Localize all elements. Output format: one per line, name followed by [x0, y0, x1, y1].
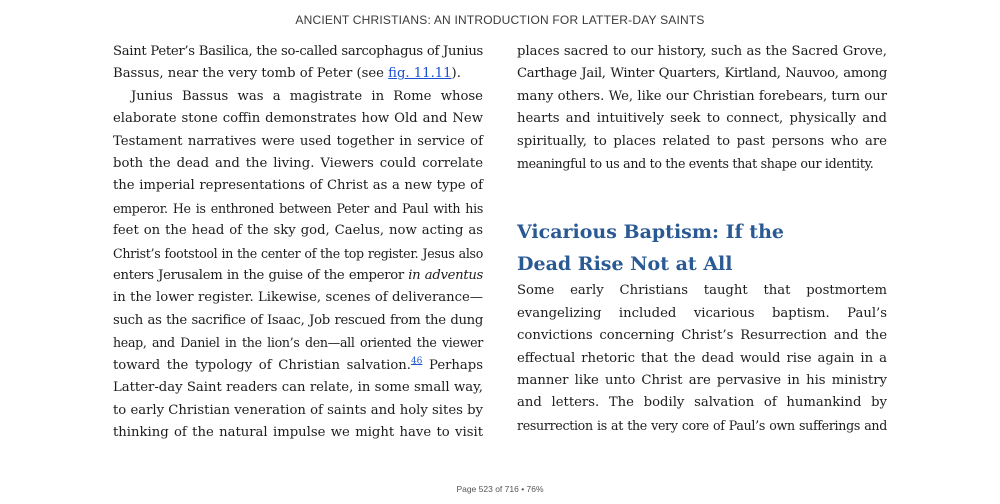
text-line: both the dead and the living. Viewers could correlate: [113, 156, 483, 172]
text-fragment: ).: [451, 66, 461, 82]
text-line: meaningful to us and to the events that shape our identity.: [517, 156, 874, 172]
text-line: many others. We, like our Christian forebears, turn our: [517, 88, 887, 104]
text-line: in the lower register. Likewise, scenes of deliverance—: [113, 290, 483, 306]
paragraph: [113, 86, 483, 445]
text-line: evangelizing included vicarious baptism. Paul’s: [517, 305, 887, 321]
text-line: and letters. The bodily salvation of humankind by: [517, 395, 887, 411]
text-line: hearts and intuitively seek to connect, physically and: [517, 111, 887, 127]
text-line: Some early Christians taught that postmortem: [517, 283, 887, 299]
text-line: [113, 265, 483, 287]
page-indicator: Page 523 of 716 • 76%: [456, 484, 544, 494]
heading-line: Vicarious Baptism: If the: [517, 221, 784, 244]
text-line: Saint Peter’s Basilica, the so-called sarcophagus of Junius: [113, 44, 483, 59]
text-line: places sacred to our history, such as the Sacred Grove,: [517, 44, 887, 59]
italic-phrase: in adventus: [408, 268, 484, 284]
text-line: spiritually, to places related to past persons who are: [517, 133, 887, 149]
text-line: heap, and Daniel in the lion’s den—all oriented the viewer: [113, 335, 483, 351]
text-line: the imperial representations of Christ as a new type of: [113, 178, 483, 194]
right-column: [517, 41, 887, 437]
paragraph: [517, 41, 887, 175]
text-line: [113, 355, 483, 377]
text-line: effectual rhetoric that the dead would rise again in a: [517, 350, 887, 366]
text-line: to early Christian veneration of saints and holy sites by: [113, 402, 483, 418]
section-heading: [517, 216, 887, 280]
text-fragment: toward the typology of Christian salvation.: [113, 357, 411, 373]
text-fragment: Perhaps: [422, 357, 483, 373]
text-line: [113, 63, 483, 85]
text-line: convictions concerning Christ’s Resurrection and the: [517, 328, 887, 344]
paragraph: [113, 41, 483, 86]
text-line: elaborate stone coffin demonstrates how Old and New: [113, 111, 483, 127]
text-line: Testament narratives were used together in service of: [113, 133, 483, 149]
text-fragment: Bassus, near the very tomb of Peter (see: [113, 66, 389, 82]
section-spacer: [517, 175, 887, 216]
text-line: Junius Bassus was a magistrate in Rome whose: [131, 88, 483, 104]
text-line: such as the sacrifice of Isaac, Job rescued from the dung: [113, 312, 483, 328]
text-line: Christ’s footstool in the center of the top register. Jesus also: [113, 245, 483, 261]
text-line: feet on the head of the sky god, Caelus, now acting as: [113, 223, 483, 239]
text-line: Carthage Jail, Winter Quarters, Kirtland, Nauvoo, among: [517, 66, 887, 82]
figure-link[interactable]: fig. 11.11: [388, 66, 452, 82]
text-line: resurrection is at the very core of Paul’s own sufferings and: [517, 417, 887, 433]
text-line: emperor. He is enthroned between Peter and Paul with his: [113, 200, 483, 216]
text-line: manner like unto Christ are pervasive in his ministry: [517, 373, 887, 389]
left-column: [113, 41, 483, 444]
heading-line: Dead Rise Not at All: [517, 253, 733, 276]
running-header: ANCIENT CHRISTIANS: AN INTRODUCTION FOR LATTER-DAY SAINTS: [295, 13, 705, 27]
text-line: thinking of the natural impulse we might have to visit: [113, 424, 483, 440]
text-line: Latter-day Saint readers can relate, in some small way,: [113, 380, 483, 396]
paragraph: [517, 280, 887, 437]
text-fragment: enters Jerusalem in the guise of the emperor: [113, 268, 409, 284]
footnote-link[interactable]: 46: [410, 356, 423, 367]
